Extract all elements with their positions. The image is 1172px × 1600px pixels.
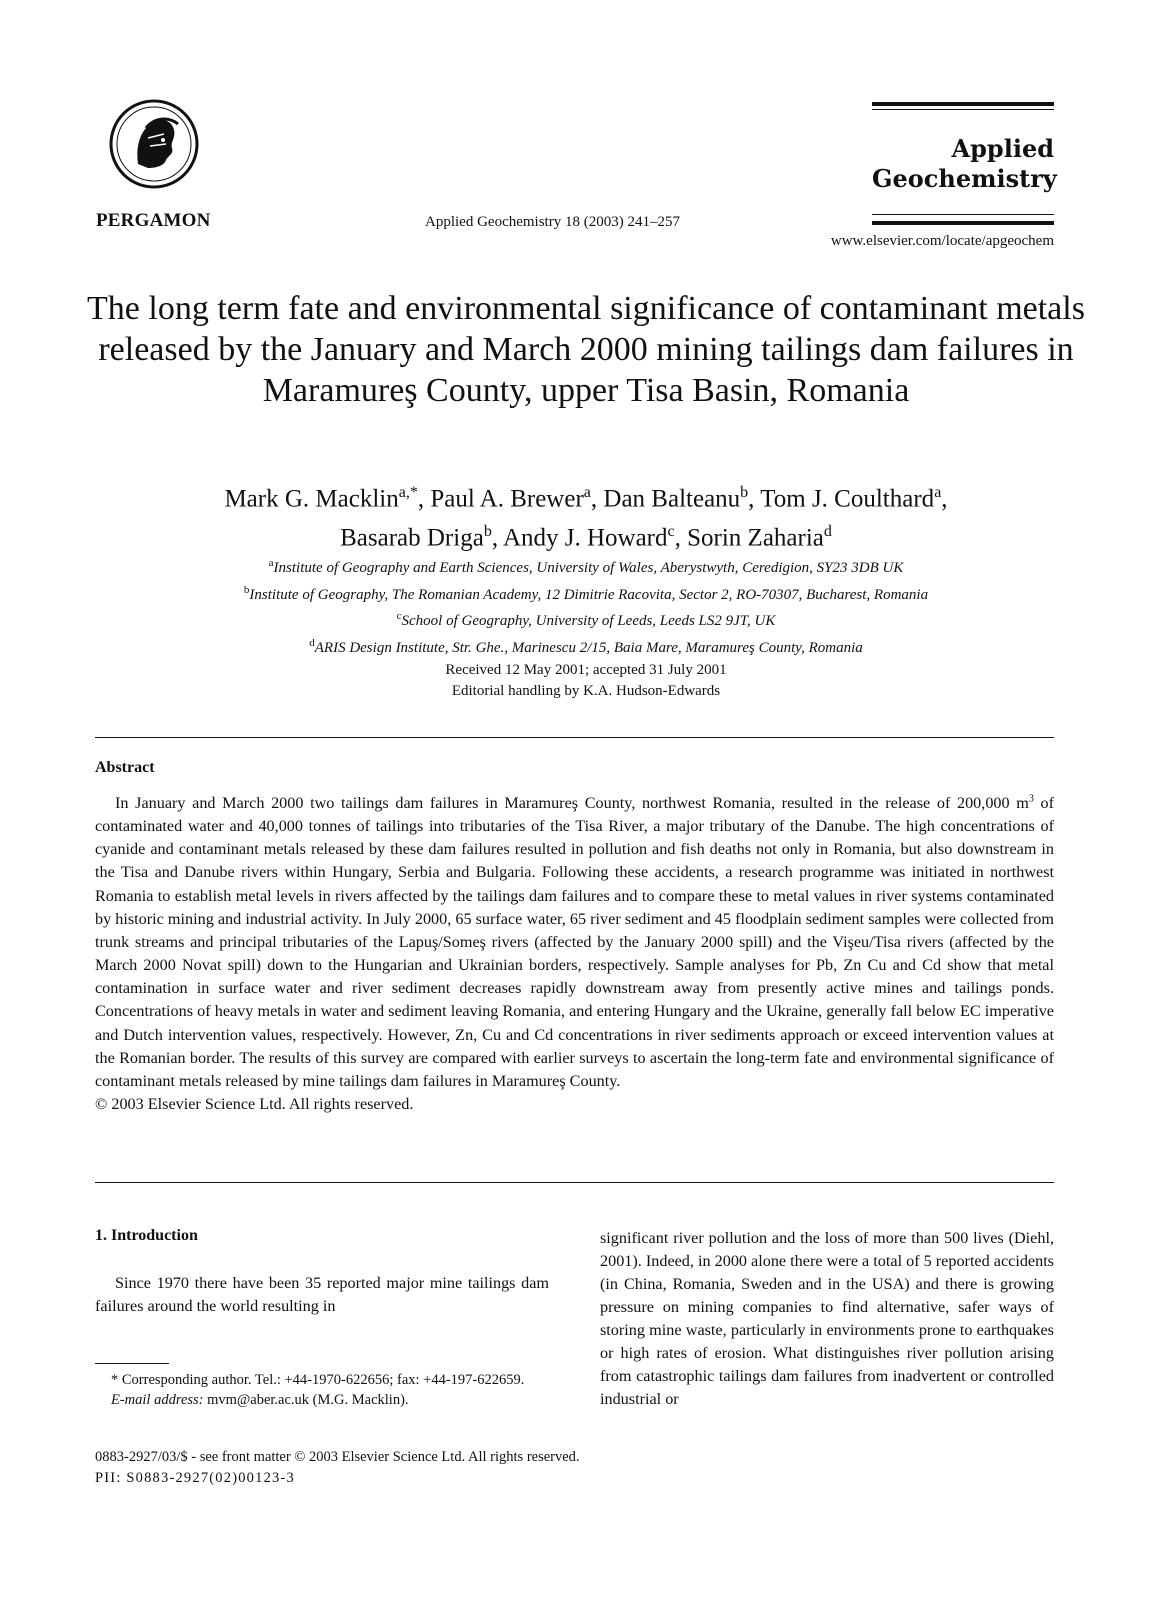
affiliation-marker: a: [268, 557, 274, 569]
corresponding-author-note: * Corresponding author. Tel.: +44-1970-622656; fax: +44-197-622659.: [111, 1372, 525, 1388]
issn-line: 0883-2927/03/$ - see front matter © 2003 Elsevier Science Ltd. All rights reserved.: [95, 1449, 580, 1465]
author-separator: ,: [674, 524, 688, 552]
email-address[interactable]: mvm@aber.ac.uk (M.G. Macklin).: [203, 1392, 409, 1408]
journal-citation: Applied Geochemistry 18 (2003) 241–257: [425, 214, 680, 230]
journal-rule-bottom-thin: [872, 214, 1054, 215]
journal-rule-top: [872, 102, 1054, 106]
affiliation-text: ARIS Design Institute, Str. Ghe., Marinescu 2/15, Baia Mare, Maramureş County, Romania: [314, 639, 863, 656]
pergamon-athena-head-icon: [108, 98, 200, 190]
affiliation-item: [60, 580, 1112, 607]
email-label: E-mail address:: [111, 1392, 204, 1408]
affiliation-text: Institute of Geography and Earth Sciences, University of Wales, Aberystwyth, Ceredigion, SY23 3DB UK: [273, 560, 904, 576]
author-separator: ,: [590, 485, 604, 513]
author-name: Andy J. Howard: [502, 524, 668, 552]
author-affiliation-marker: a: [934, 484, 942, 501]
author-separator: ,: [417, 485, 431, 513]
body-paragraph: significant river pollution and the loss of more than 500 lives (Diehl, 2001). Indeed, in 2000 alone there were a total of 5 reported accidents (in China, Romania, Sweden and in the USA) and there is growing pressure on mining companies to find alternative, safer ways of storing mine waste, particularly in environments prone to earthquakes or high rates of erosion. What distinguishes river pollution arising from catastrophic tailings dam failures from inadvertent or controlled industrial or: [600, 1229, 1054, 1408]
journal-url-link[interactable]: www.elsevier.com/locate/apgeochem: [830, 233, 1054, 249]
abstract-rule-top: [95, 737, 1054, 738]
journal-rule-top-thin: [872, 109, 1054, 110]
affiliation-item: [60, 606, 1112, 633]
pii-line: PII: S0883-2927(02)00123-3: [95, 1470, 295, 1486]
footnote-rule: [95, 1363, 169, 1364]
abstract-heading: Abstract: [95, 759, 155, 776]
affiliation-list: [60, 553, 1112, 659]
author-list: [60, 476, 1112, 555]
body-column-left: [95, 1272, 549, 1318]
abstract-superscript: 3: [1028, 793, 1034, 805]
author-separator: ,: [748, 485, 761, 513]
affiliation-item: [60, 553, 1112, 580]
received-dates: Received 12 May 2001; accepted 31 July 2001: [445, 662, 727, 678]
abstract-rule-bottom: [95, 1182, 1054, 1183]
author-affiliation-marker: c: [667, 523, 675, 541]
publisher-name: PERGAMON: [96, 210, 211, 231]
affiliation-item: [60, 633, 1112, 660]
author-name: Tom J. Coulthard: [760, 485, 935, 513]
abstract-text-part1: In January and March 2000 two tailings dam failures in Maramureş County, northwest Romania, resulted in the release of 200,000 m: [115, 794, 1029, 812]
affiliation-marker: c: [396, 610, 402, 622]
author-name: Paul A. Brewer: [430, 485, 584, 513]
article-history: [60, 660, 1112, 702]
author-name: Dan Balteanu: [603, 485, 741, 513]
author-separator: ,: [491, 524, 503, 552]
author-separator: ,: [941, 485, 948, 513]
body-paragraph: Since 1970 there have been 35 reported major mine tailings dam failures around the world resulting in: [95, 1274, 549, 1315]
affiliation-text: Institute of Geography, The Romanian Academy, 12 Dimitrie Racovita, Sector 2, RO-70307, Bucharest, Romania: [249, 586, 929, 603]
author-name: Mark G. Macklin: [224, 485, 399, 513]
journal-rule-bottom: [872, 221, 1054, 225]
footnote: [95, 1370, 549, 1410]
article-title: The long term fate and environmental significance of contaminant metals released by the January and March 2000 mining tailings dam failures in Maramureş County, upper Tisa Basin, Romania: [87, 290, 1085, 409]
affiliation-text: School of Geography, University of Leeds, Leeds LS2 9JT, UK: [401, 613, 776, 629]
affiliation-marker: b: [243, 583, 250, 596]
section-heading-introduction: 1. Introduction: [95, 1227, 198, 1244]
journal-name: [872, 134, 1057, 194]
author-affiliation-marker: b: [740, 484, 749, 501]
author-affiliation-marker: a: [583, 484, 591, 501]
author-name: Basarab Driga: [340, 524, 484, 552]
author-affiliation-marker: d: [823, 523, 832, 541]
author-affiliation-marker: a,*: [398, 484, 418, 501]
abstract-body: [95, 792, 1054, 1116]
author-name: Sorin Zaharia: [687, 524, 824, 552]
affiliation-marker: d: [309, 636, 315, 649]
journal-name-line1: Applied: [951, 134, 1054, 163]
journal-name-line2: Geochemistry: [872, 164, 1057, 193]
author-affiliation-marker: b: [483, 523, 492, 541]
body-column-right: [600, 1227, 1054, 1411]
abstract-text-part2: of contaminated water and 40,000 tonnes of tailings into tributaries of the Tisa River, a major tributary of the Danube. The high concentrations of cyanide and contaminant metals released by these dam failures resulted in pollution and fish deaths not only in Romania, but also downstream in the Tisa and Danube rivers within Hungary, Serbia and Bulgaria. Following these accidents, a research programme was initiated in northwest Romania to establish metal levels in rivers affected by the tailings dam failures and to compare these to metal values in river systems contaminated by historic mining and industrial activity. In July 2000, 65 surface water, 65 river sediment and 45 floodplain sediment samples were collected from trunk streams and principal tributaries of the Lapuş/Someş rivers (affected by the January 2000 spill) and the Vişeu/Tisa rivers (affected by the March 2000 Novat spill) down to the Hungarian and Ukrainian borders, respectively. Sample analyses for Pb, Zn Cu and Cd show that metal contamination in surface water and river sediment decreases rapidly downstream away from presently active mines and tailings ponds. Concentrations of heavy metals in water and sediment leaving Romania, and entering Hungary and the Ukraine, generally fall below EC imperative and Dutch intervention values, respectively. However, Zn, Cu and Cd concentrations in river sediments approach or exceed intervention values at the Romanian border. The results of this survey are compared with earlier surveys to ascertain the long-term fate and environmental significance of contaminant metals released by mine tailings dam failures in Maramureş County.: [95, 794, 1055, 1090]
abstract-copyright: © 2003 Elsevier Science Ltd. All rights reserved.: [95, 1095, 414, 1114]
editorial-handling: Editorial handling by K.A. Hudson-Edwards: [451, 683, 721, 699]
